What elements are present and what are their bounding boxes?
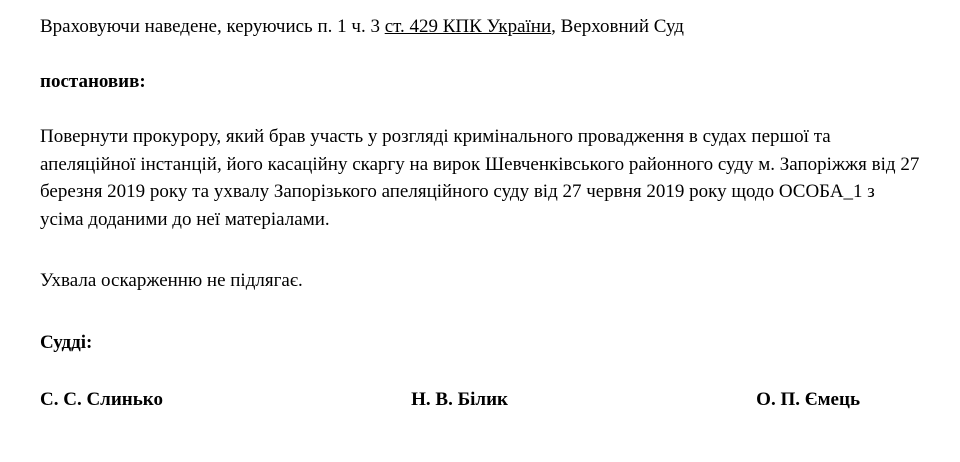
appeal-note: Ухвала оскарженню не підлягає. — [40, 270, 303, 291]
resolution-label: постановив: — [40, 71, 146, 92]
resolution-body-paragraph: Повернути прокурору, який брав участь у розгляді кримінального провадження в судах першої та апеляційної інстанцій, його касаційну скаргу на вирок Шевченківського районного суду м. Запоріжжя від 27 березня 2019 року та ухвалу Запорізького апеляційного суду від 27 червня 2019 року щодо ОСОБА_1 з усіма доданими до неї матеріалами. — [40, 126, 920, 230]
judges-label: Судді: — [40, 331, 93, 353]
court-ruling-document — [40, 13, 920, 414]
intro-text-before-link: Враховуючи наведене, керуючись п. 1 ч. 3 — [40, 16, 385, 37]
law-article-link[interactable]: ст. 429 КПК України — [384, 16, 552, 37]
judge-name-1: С. С. Слинько — [40, 389, 163, 410]
judges-signature-row — [40, 386, 860, 414]
judge-name-2: Н. В. Білик — [411, 389, 508, 410]
intro-text-after-link: , Верховний Суд — [551, 16, 684, 37]
judge-name-3: О. П. Ємець — [756, 389, 860, 410]
intro-paragraph — [40, 13, 920, 41]
